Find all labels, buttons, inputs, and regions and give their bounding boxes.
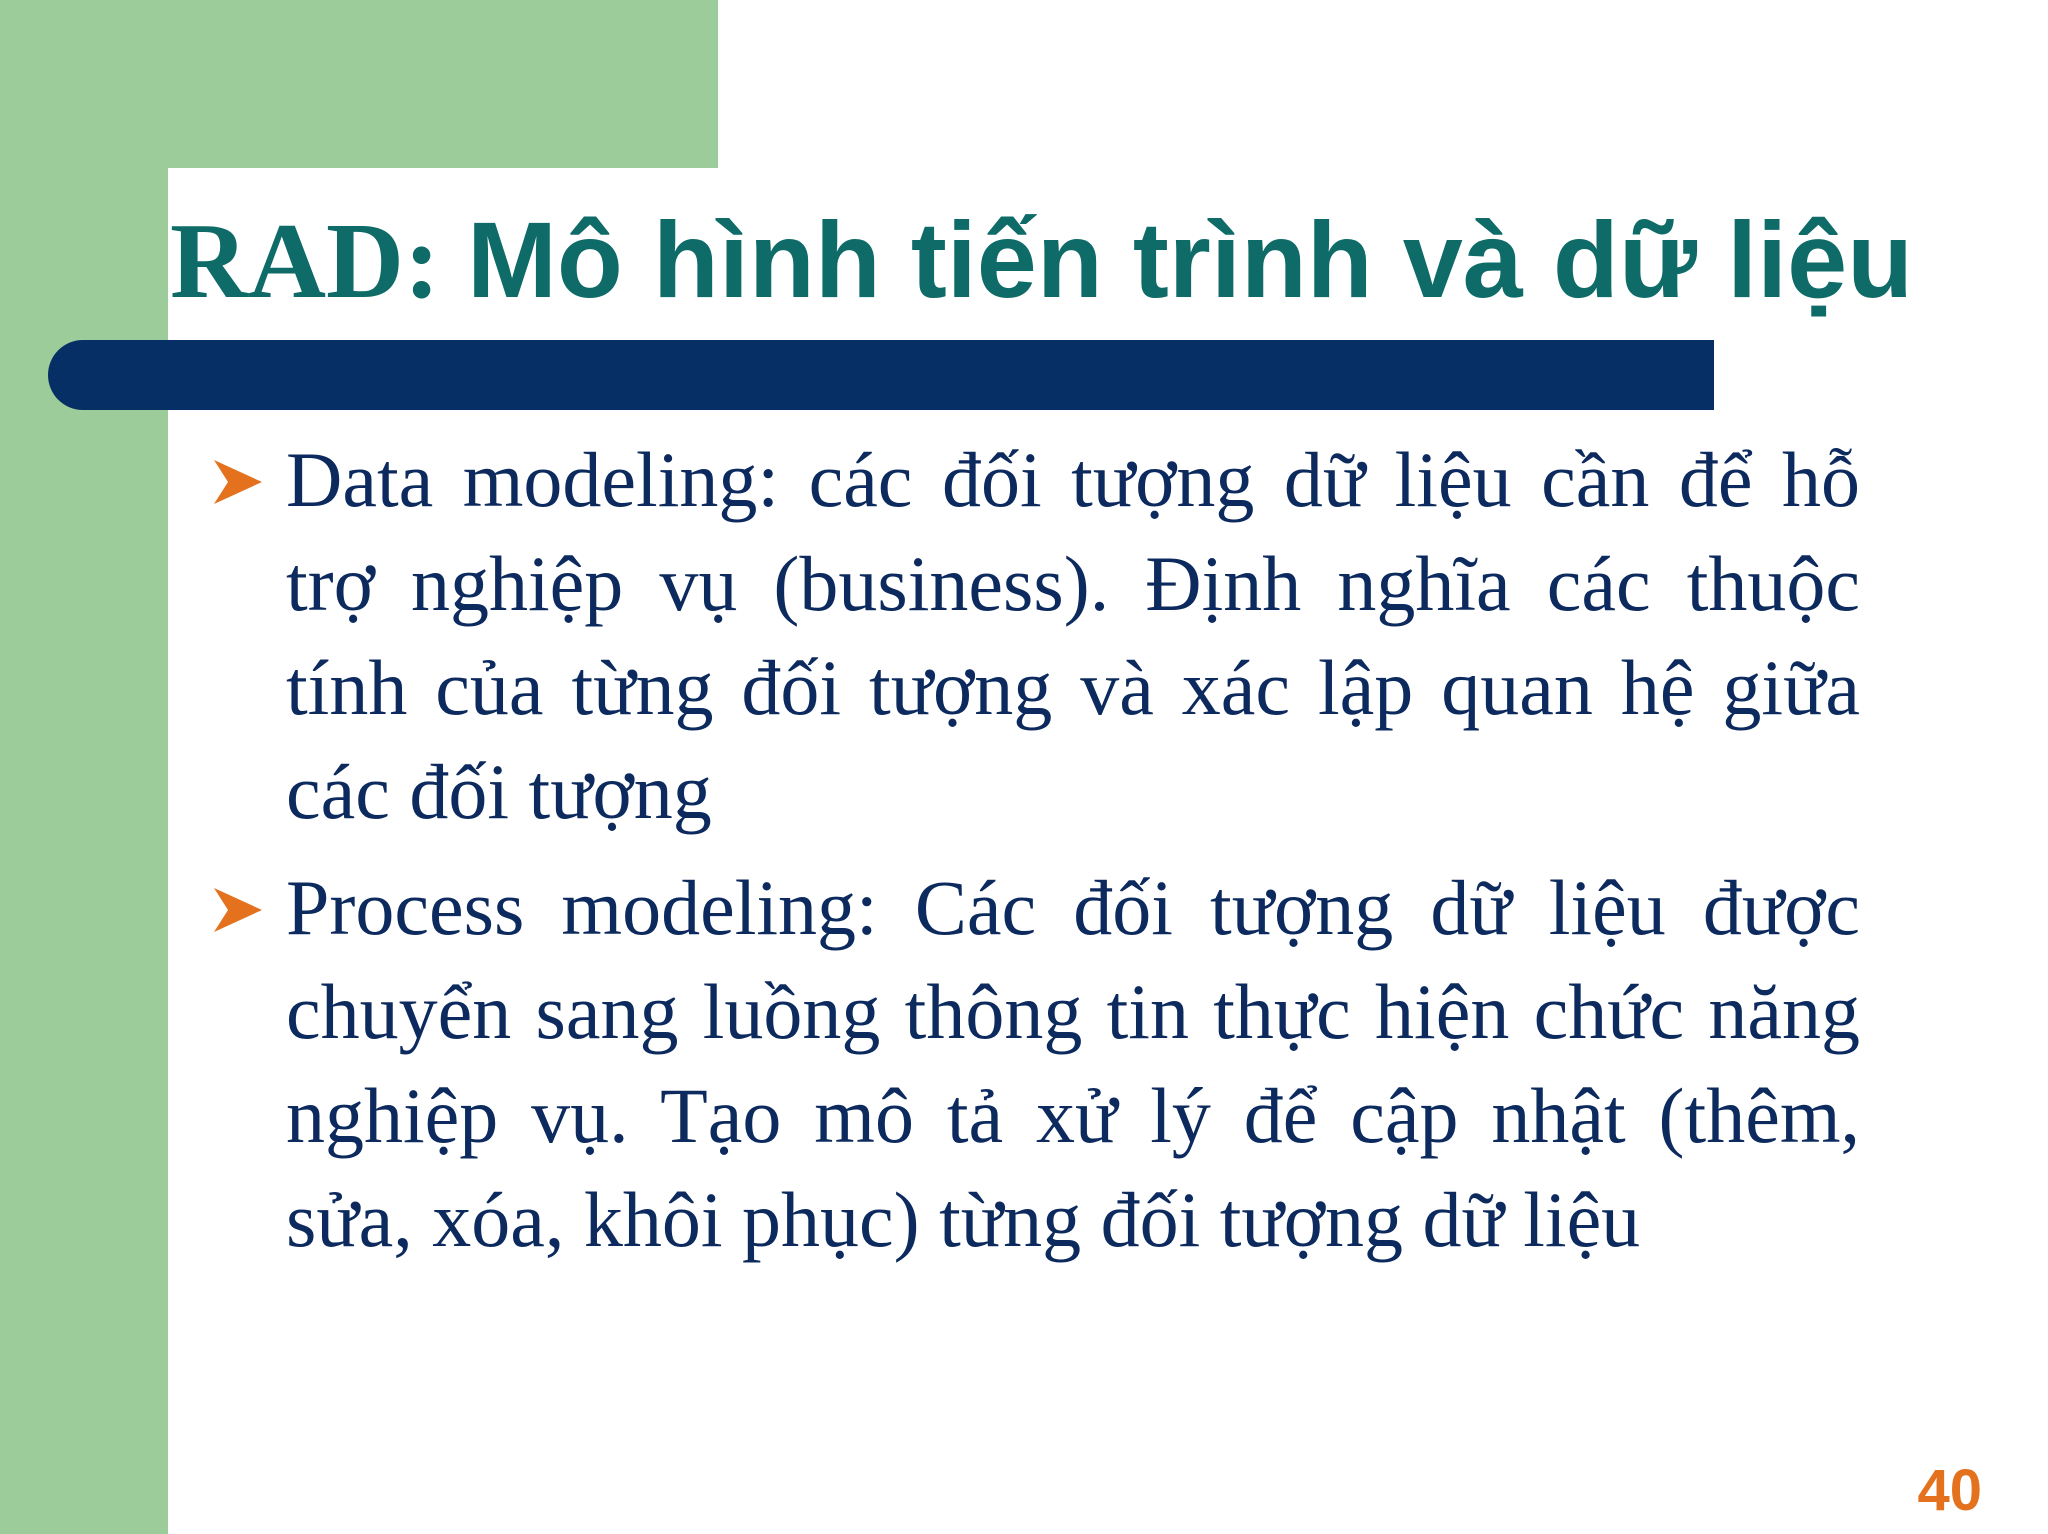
bullet-item (210, 856, 1860, 1272)
arrowhead-bullet-icon (210, 882, 266, 938)
arrowhead-bullet-icon (210, 454, 266, 510)
bullet-text: Data modeling: các đối tượng dữ liệu cần để hỗ trợ nghiệp vụ (business). Định nghĩa các thuộc tính của từng đối tượng và xác lập quan hệ giữa các đối tượng (286, 436, 1860, 835)
title-prefix: RAD: (170, 202, 467, 321)
bullet-item (210, 428, 1860, 844)
title-underline-bar (48, 340, 1714, 410)
slide-title (170, 190, 2048, 330)
page-number: 40 (1917, 1458, 1982, 1523)
decorative-green-block-top (0, 0, 718, 168)
bullet-list (210, 428, 1860, 1284)
bullet-text: Process modeling: Các đối tượng dữ liệu được chuyển sang luồng thông tin thực hiện chức năng nghiệp vụ. Tạo mô tả xử lý để cập nhật (thêm, sửa, xóa, khôi phục) từng đối tượng dữ liệu (286, 864, 1860, 1263)
title-main: Mô hình tiến trình và dữ liệu (466, 199, 1914, 320)
